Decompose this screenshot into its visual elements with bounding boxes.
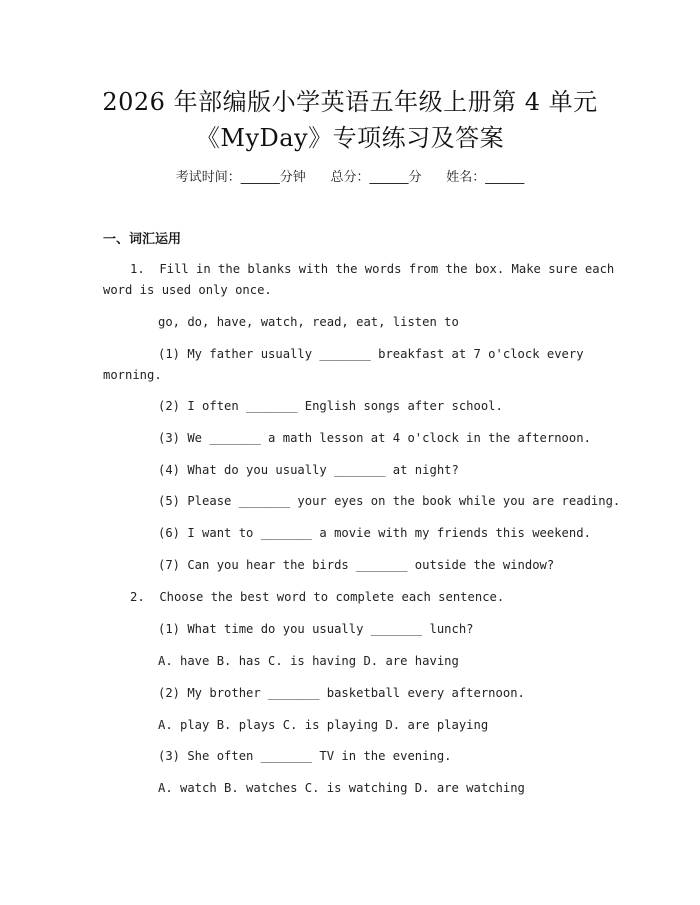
q2-item-3: (3) She often _______ TV in the evening. [158,749,452,763]
q2-item-3-options: A. watch B. watches C. is watching D. are watching [158,781,525,795]
q1-instruction-line-1: 1. Fill in the blanks with the words from the box. Make sure each [130,262,615,276]
document-title-line-1: 2026 年部编版小学英语五年级上册第 4 单元 [102,88,598,116]
q1-item-5: (5) Please _______ your eyes on the book while you are reading. [158,494,621,508]
section-heading-vocabulary: 一、词汇运用 [103,232,182,247]
q2-item-2: (2) My brother _______ basketball every afternoon. [158,686,525,700]
q1-instruction-line-2: word is used only once. [103,283,272,297]
word-box: go, do, have, watch, read, eat, listen to [158,315,459,329]
q2-item-1: (1) What time do you usually _______ lunch? [158,622,474,636]
q2-instruction: 2. Choose the best word to complete each sentence. [130,590,505,604]
q1-item-7: (7) Can you hear the birds _______ outside the window? [158,558,555,572]
q1-item-2: (2) I often _______ English songs after school. [158,399,503,413]
q1-item-1-continued: morning. [103,368,162,382]
q1-item-1: (1) My father usually _______ breakfast at 7 o'clock every [158,347,584,361]
q1-item-6: (6) I want to _______ a movie with my friends this weekend. [158,526,591,540]
q1-item-3: (3) We _______ a math lesson at 4 o'clock in the afternoon. [158,431,591,445]
document-title-line-2: 《MyDay》专项练习及答案 [195,124,505,152]
q2-item-2-options: A. play B. plays C. is playing D. are playing [158,718,489,732]
q2-item-1-options: A. have B. has C. is having D. are having [158,654,459,668]
q1-item-4: (4) What do you usually _______ at night? [158,463,459,477]
exam-info-line: 考试时间：______分钟 总分：______分 姓名：______ [175,170,525,185]
